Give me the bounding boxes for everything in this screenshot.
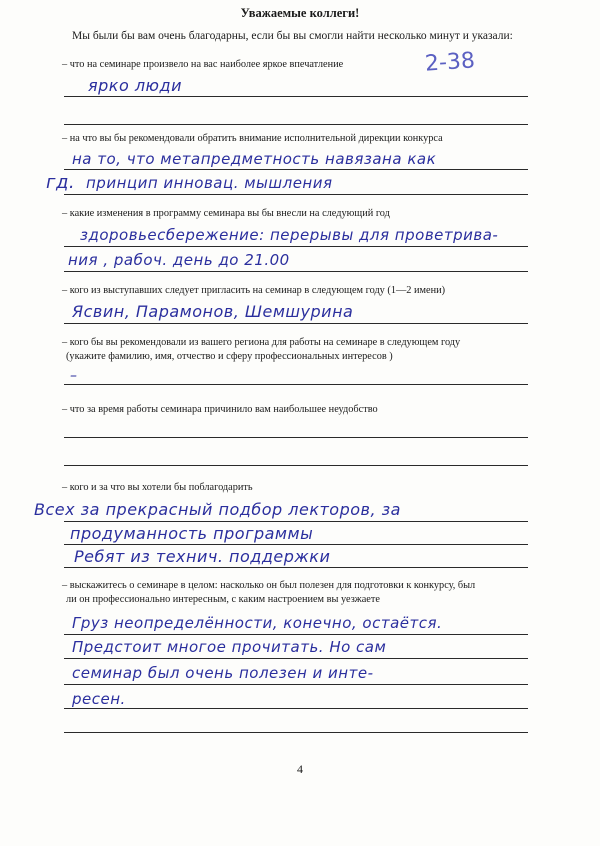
answer-line: [64, 567, 528, 568]
question-5-label-1: – кого бы вы рекомендовали из вашего региона для работы на семинаре в следующем году: [62, 337, 461, 348]
answer-7-line-2: продуманность программы: [70, 524, 314, 543]
answer-1-line-1: ярко люди: [88, 76, 182, 95]
answer-line: [64, 323, 528, 324]
intro-text: Мы были бы вам очень благодарны, если бы вы смогли найти несколько минут и указали:: [72, 30, 513, 42]
answer-line: [64, 658, 528, 659]
answer-3-line-1: здоровьесбережение: перерывы для проветрива-: [80, 226, 499, 244]
answer-4-line-1: Ясвин, Парамонов, Шемшурина: [72, 302, 354, 321]
answer-7-line-3: Ребят из технич. поддержки: [74, 547, 331, 566]
answer-5-line-1: –: [70, 368, 78, 384]
answer-line: [64, 684, 528, 685]
answer-line: [64, 634, 528, 635]
answer-line: [64, 246, 528, 247]
answer-line: [64, 271, 528, 272]
question-5-label-2: (укажите фамилию, имя, отчество и сферу профессиональных интересов ): [66, 351, 393, 362]
answer-line: [64, 521, 528, 522]
answer-8-line-2: Предстоит многое прочитать. Но сам: [72, 638, 387, 656]
answer-2-line-1: на то, что метапредметность навязана как: [72, 150, 437, 168]
question-7-label: – кого и за что вы хотели бы поблагодарить: [62, 482, 253, 493]
answer-2-margin-note: гд.: [46, 172, 76, 193]
answer-2-line-2: принцип инновац. мышления: [86, 174, 333, 192]
answer-8-line-1: Груз неопределённости, конечно, остаётся.: [72, 614, 443, 632]
answer-line: [64, 384, 528, 385]
answer-line: [64, 544, 528, 545]
answer-line: [64, 732, 528, 733]
answer-line: [64, 194, 528, 195]
answer-line: [64, 169, 528, 170]
question-6-label: – что за время работы семинара причинило вам наибольшее неудобство: [62, 404, 378, 415]
answer-8-line-4: ресен.: [72, 690, 126, 708]
question-1-label: – что на семинаре произвело на вас наиболее яркое впечатление: [62, 59, 344, 70]
answer-line: [64, 124, 528, 125]
answer-8-line-3: семинар был очень полезен и инте-: [72, 664, 374, 682]
question-8-label-1: – выскажитесь о семинаре в целом: насколько он был полезен для подготовки к конкурсу, был: [62, 580, 476, 591]
question-3-label: – какие изменения в программу семинара вы бы внесли на следующий год: [62, 208, 390, 219]
answer-3-line-2: ния , рабоч. день до 21.00: [68, 251, 290, 269]
answer-7-line-1: Всех за прекрасный подбор лекторов, за: [34, 500, 401, 519]
question-8-label-2: ли он профессионально интересным, с каким настроением вы уезжаете: [66, 594, 380, 605]
handwritten-number: 2-38: [424, 48, 476, 77]
page-title: Уважаемые коллеги!: [240, 6, 360, 20]
page-number: 4: [297, 762, 303, 776]
question-2-label: – на что вы бы рекомендовали обратить внимание исполнительной дирекции конкурса: [62, 133, 443, 144]
answer-line: [64, 708, 528, 709]
answer-line: [64, 96, 528, 97]
answer-line: [64, 465, 528, 466]
question-4-label: – кого из выступавших следует пригласить на семинар в следующем году (1—2 имени): [62, 285, 446, 296]
answer-line: [64, 437, 528, 438]
